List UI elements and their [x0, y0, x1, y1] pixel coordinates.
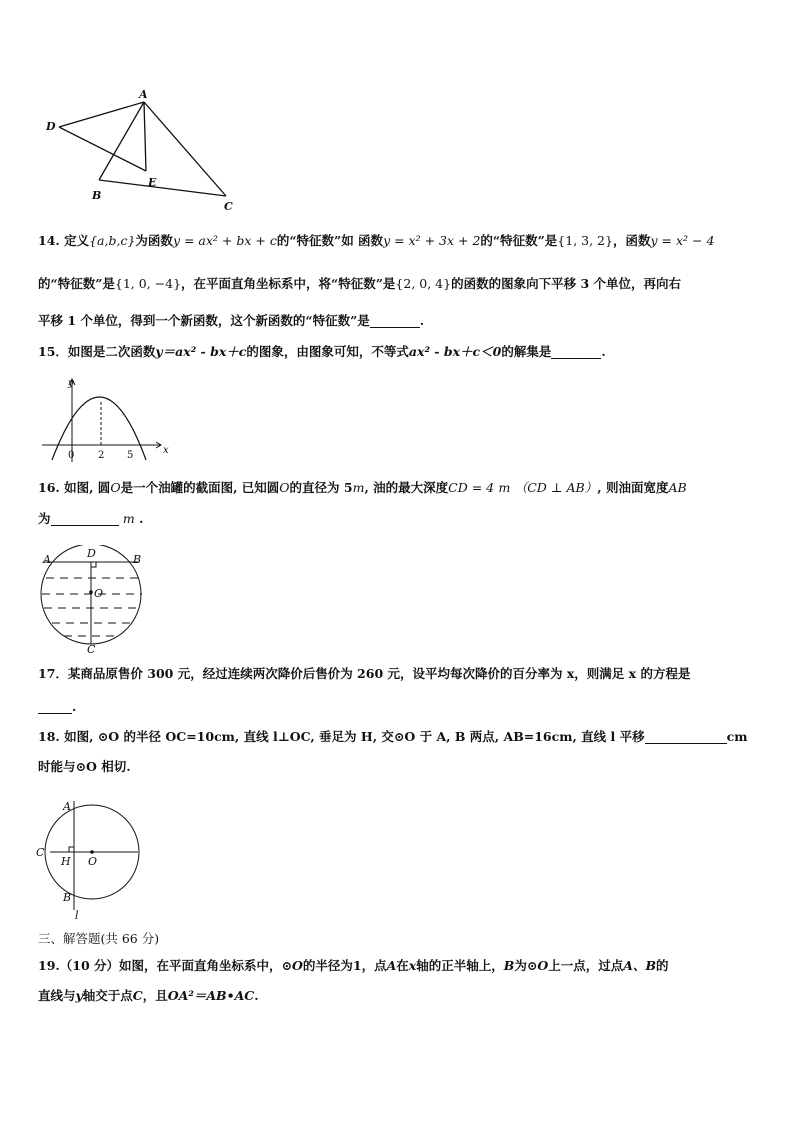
q14-answer-blank[interactable]	[370, 313, 420, 328]
label-B: B	[133, 553, 142, 566]
q16-unit: m	[352, 480, 365, 495]
q17-line-2	[38, 697, 76, 717]
label-A: A	[63, 800, 71, 813]
circle-tangent-figure	[34, 795, 144, 920]
q19-B: B	[503, 958, 515, 973]
triangle-figure	[40, 85, 250, 215]
q19-points-AB: A、B	[623, 958, 657, 973]
q14-text: 14. 定义	[38, 233, 90, 248]
q18-line-2	[38, 757, 131, 777]
q14-line-3	[38, 311, 424, 331]
q14-text: ，在平面直角坐标系中，将“特征数”是	[181, 276, 396, 291]
q16-text: , 则油面宽度	[597, 480, 669, 495]
section-title: 三、解答题(共 66 分)	[38, 931, 160, 946]
q15-answer-blank[interactable]	[551, 344, 601, 359]
q19-text: .	[254, 988, 259, 1003]
q19-x: x	[408, 958, 417, 973]
q19-text: 直线与	[38, 988, 76, 1003]
label-D: D	[46, 120, 56, 133]
oil-tank-figure	[30, 545, 155, 655]
q17-text: .	[72, 699, 77, 714]
label-A: A	[43, 553, 51, 566]
q15-text: 的解集是	[501, 344, 552, 359]
q14-text: 的“特征数”是	[480, 233, 558, 248]
tick-0: 0	[68, 450, 75, 461]
q16-O: O	[110, 480, 121, 495]
q15-line	[38, 342, 606, 362]
q14-set-def: {a,b,c}	[89, 233, 136, 248]
q16-unit: m	[122, 511, 135, 526]
label-O: O	[94, 587, 104, 600]
q18-answer-blank[interactable]	[645, 729, 727, 744]
label-O: O	[88, 855, 98, 868]
label-B: B	[92, 189, 102, 202]
q16-line-2	[38, 509, 143, 529]
q19-line-1	[38, 956, 669, 976]
q15-text: 的图象，由图象可知，不等式	[246, 344, 409, 359]
q17-text: 17．某商品原售价 300 元，经过连续两次降价后售价为 260 元，设平均每次降价的百分率为 x，则满足 x 的方程是	[38, 666, 691, 681]
q19-text: 在	[396, 958, 409, 973]
q14-set-2: {1, 0, −4}	[114, 276, 182, 291]
q15-text: 15．如图是二次函数	[38, 344, 156, 359]
q19-text: 19.（10 分）如图，在平面直角坐标系中，	[38, 958, 282, 973]
q16-text: 是一个油罐的截面图, 已知圆	[120, 480, 280, 495]
section-heading	[38, 929, 159, 949]
q19-text: 轴交于点	[82, 988, 133, 1003]
q19-y: y	[75, 988, 83, 1003]
q19-text: 上一点，过点	[548, 958, 624, 973]
q15-text: .	[601, 344, 606, 359]
q16-line-1	[38, 478, 687, 498]
label-l: l	[75, 909, 79, 920]
q19-circle-O: ⊙O	[526, 958, 549, 973]
y-axis-label: y	[68, 378, 74, 389]
q14-text: .	[419, 313, 425, 328]
label-C: C	[36, 846, 45, 859]
q14-example-function-2: y = x² − 4	[650, 233, 715, 248]
q15-inequality: ax² - bx＋c＜0	[408, 344, 502, 359]
q18-unit: cm	[726, 729, 748, 744]
q19-text: 的	[656, 958, 669, 973]
q16-answer-blank[interactable]	[51, 511, 119, 526]
q14-text: 的“特征数”如 函数	[276, 233, 384, 248]
q15-function: y＝ax² - bx＋c	[155, 344, 247, 359]
q16-perpendicular: （CD ⊥ AB）	[514, 480, 598, 495]
parabola-graph	[40, 372, 175, 464]
q16-AB: AB	[668, 480, 687, 495]
label-H: H	[61, 855, 71, 868]
q19-text: 为	[514, 958, 527, 973]
q16-text: 为	[38, 511, 51, 526]
q14-set-1: {1, 3, 2}	[557, 233, 613, 248]
q14-text: ，函数	[612, 233, 651, 248]
q14-text: 的函数的图象向下平移 3 个单位，再向右	[451, 276, 681, 291]
q14-general-function: y = ax² + bx + c	[172, 233, 277, 248]
label-D: D	[87, 547, 96, 560]
label-C: C	[224, 200, 233, 213]
q17-answer-blank[interactable]	[38, 699, 72, 714]
q14-line-1	[38, 231, 714, 251]
q19-text: 轴的正半轴上，	[416, 958, 504, 973]
q16-O: O	[279, 480, 290, 495]
tick-5: 5	[127, 450, 134, 461]
label-E: E	[148, 176, 157, 189]
q19-line-2	[38, 986, 259, 1006]
q14-text: 为函数	[135, 233, 173, 248]
label-A: A	[139, 88, 148, 101]
q19-circle-O: ⊙O	[281, 958, 303, 973]
q14-example-function: y = x² + 3x + 2	[383, 233, 481, 248]
label-C: C	[87, 643, 96, 655]
tick-2: 2	[98, 450, 105, 461]
q19-C: C	[132, 988, 143, 1003]
q19-A: A	[386, 958, 397, 973]
q14-line-2	[38, 274, 681, 294]
q18-text: 时能与⊙O 相切.	[38, 759, 131, 774]
q18-text: 18. 如图, ⊙O 的半径 OC=10cm, 直线 l⊥OC, 垂足为 H, 交⊙O 于 A, B 两点, AB=16cm, 直线 l 平移	[38, 729, 645, 744]
q18-line-1	[38, 727, 747, 747]
q17-line-1	[38, 664, 690, 684]
q19-equation: OA²＝AB•AC	[167, 988, 255, 1003]
q19-text: 的半径为1，点	[302, 958, 387, 973]
q14-set-3: {2, 0, 4}	[395, 276, 452, 291]
q16-text: 16. 如图, 圆	[38, 480, 111, 495]
q16-text: , 油的最大深度	[364, 480, 449, 495]
q16-cd-equation: CD = 4	[448, 480, 495, 495]
x-axis-label: x	[163, 445, 169, 456]
q16-text: 的直径为 5	[289, 480, 353, 495]
q19-text: ，且	[142, 988, 168, 1003]
q16-text: .	[139, 511, 144, 526]
q14-text: 平移 1 个单位，得到一个新函数，这个新函数的“特征数”是	[38, 313, 370, 328]
label-B: B	[63, 891, 72, 904]
q14-text: 的“特征数”是	[38, 276, 115, 291]
q16-unit: m	[498, 480, 511, 495]
